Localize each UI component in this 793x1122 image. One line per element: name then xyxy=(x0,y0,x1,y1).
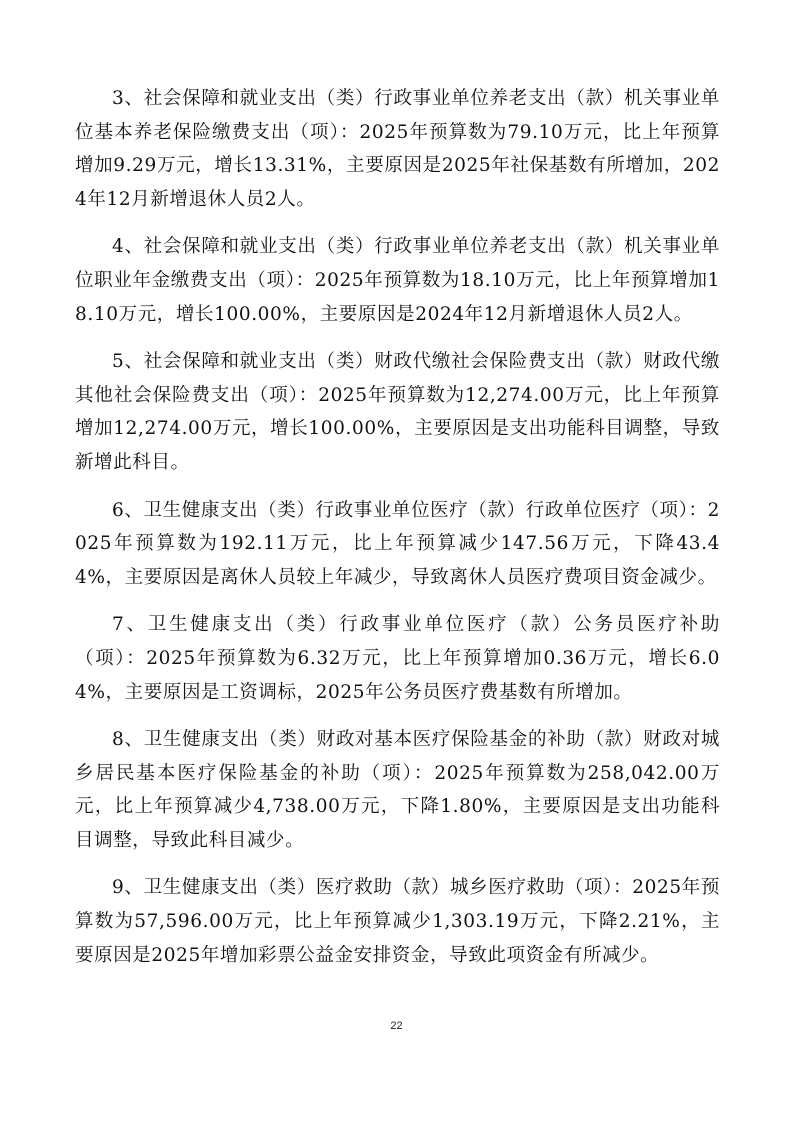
document-body xyxy=(75,82,720,986)
page-number: 22 xyxy=(390,1020,403,1032)
paragraph-item-6: 6、卫生健康支出（类）行政事业单位医疗（款）行政单位医疗（项）：2025年预算数为192.11万元，比上年预算减少147.56万元，下降43.44%，主要原因是离休人员较上年减少，导致离休人员医疗费项目资金减少。 xyxy=(75,499,720,588)
paragraph-item-4: 4、社会保障和就业支出（类）行政事业单位养老支出（款）机关事业单位职业年金缴费支出（项）：2025年预算数为18.10万元，比上年预算增加18.10万元，增长100.00%，主要原因是2024年12月新增退休人员2人。 xyxy=(75,236,720,325)
paragraph-item-5: 5、社会保障和就业支出（类）财政代缴社会保险费支出（款）财政代缴其他社会保险费支出（项）：2025年预算数为12,274.00万元，比上年预算增加12,274.00万元，增长100.00%，主要原因是支出功能科目调整，导致新增此科目。 xyxy=(75,351,720,473)
paragraph-item-7: 7、卫生健康支出（类）行政事业单位医疗（款）公务员医疗补助（项）：2025年预算数为6.32万元，比上年预算增加0.36万元，增长6.04%，主要原因是工资调标，2025年公务员医疗费基数有所增加。 xyxy=(75,614,720,703)
paragraph-item-3: 3、社会保障和就业支出（类）行政事业单位养老支出（款）机关事业单位基本养老保险缴费支出（项）：2025年预算数为79.10万元，比上年预算增加9.29万元，增长13.31%，主要原因是2025年社保基数有所增加，2024年12月新增退休人员2人。 xyxy=(75,88,720,210)
paragraph-item-9: 9、卫生健康支出（类）医疗救助（款）城乡医疗救助（项）：2025年预算数为57,596.00万元，比上年预算减少1,303.19万元，下降2.21%，主要原因是2025年增加彩票公益金安排资金，导致此项资金有所减少。 xyxy=(75,877,720,966)
paragraph-item-8: 8、卫生健康支出（类）财政对基本医疗保险基金的补助（款）财政对城乡居民基本医疗保险基金的补助（项）：2025年预算数为258,042.00万元，比上年预算减少4,738.00万元，下降1.80%，主要原因是支出功能科目调整，导致此科目减少。 xyxy=(75,729,720,851)
